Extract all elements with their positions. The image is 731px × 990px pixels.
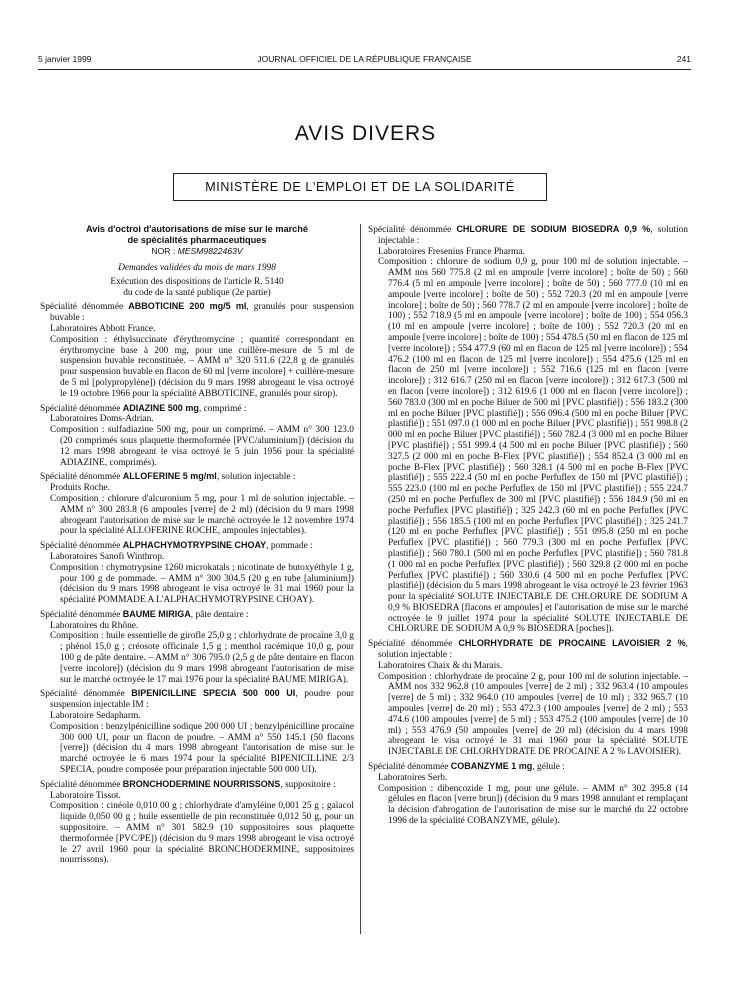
laboratory: Laboratoires Serb. xyxy=(378,772,448,783)
specialty-form: , poudre pour suspension injectable IM : xyxy=(50,689,354,711)
composition: Composition : chlorure d'alcuronium 5 mg, pour 1 ml de solution injectable. – AMM n° 300 283.8 (6 ampoules [verre] de 2 ml) (décision du 9 mars 1998 abrogeant l'autorisation de mise sur le marché octroyée le 12 novembre 1974 pour la spécialité ALLOFERINE ROCHE, ampoules injectables). xyxy=(50,493,354,537)
specialty-prefix: Spécialité dénommée xyxy=(40,541,123,552)
laboratory: Laboratoires Doms-Adrian. xyxy=(50,414,154,425)
specialty-form: , pâte dentaire : xyxy=(190,609,249,620)
composition: Composition : cinéole 0,010 00 g ; chlorhydrate d'amyléine 0,001 25 g ; gaïacol liquide 0,050 00 g ; huile essentielle de pin reconstituée 0,012 50 g, pour un suppositoire. – AMM n° 301 582.9 (10 suppositoires sous plaquette thermoformée [PVC/PE]) (décision du 9 mars 1998 abrogeant le visa octroyé le 27 avril 1960 pour la spécialité BRONCHODERMINE, suppositoires nourrissons). xyxy=(50,801,354,866)
specialty-form: , suppositoire : xyxy=(280,779,336,790)
specialty-name: CHLORURE DE SODIUM BIOSEDRA 0,9 % xyxy=(456,224,651,234)
specialty-prefix: Spécialité dénommée xyxy=(40,609,123,620)
specialty-prefix: Spécialité dénommée xyxy=(40,302,129,313)
specialty-entry xyxy=(368,761,688,827)
specialty-heading xyxy=(40,540,354,552)
specialty-form: , solution injectable : xyxy=(378,639,688,661)
specialty-prefix: Spécialité dénommée xyxy=(40,403,123,414)
specialty-prefix: Spécialité dénommée xyxy=(40,689,132,700)
specialty-prefix: Spécialité dénommée xyxy=(368,225,457,235)
nor-reference: NOR : MESM9822463V xyxy=(151,246,243,257)
specialty-name: BRONCHODERMINE NOURRISSONS xyxy=(122,778,281,789)
laboratory: Laboratoires Abbott France. xyxy=(50,323,156,334)
execution-note: Exécution des dispositions de l'article R. 5140 du code de la santé publique (2e partie) xyxy=(110,276,284,298)
composition: Composition : sulfadiazine 500 mg, pour un comprimé. – AMM n° 300 123.0 (20 comprimés sous plaquette thermoformée [PVC/aluminium]) (décision du 12 mars 1998 abrogeant le visa octroyé le 5 juin 1956 pour la spécialité ADIAZINE, comprimés). xyxy=(50,425,354,468)
specialty-heading xyxy=(40,688,354,711)
specialty-name: ADIAZINE 500 mg xyxy=(122,402,199,413)
specialty-form: , comprimé : xyxy=(198,403,247,414)
laboratory: Produits Roche. xyxy=(50,483,110,494)
laboratory: Laboratoire Tissot. xyxy=(50,790,121,801)
specialty-entry xyxy=(40,609,354,686)
composition: Composition : huile essentielle de girofle 25,0 g ; chlorhydrate de procaïne 3,0 g ; phénol 15,0 g ; créosote officinale 1,5 g ; menthol racémique 10,0 g, pour 100 g de pâte dentaire. – AMM n° 306 795.0 (2,5 g de pâte dentaire en flacon [verre incolore]) (décision du 9 mars 1998 abrogeant l'autorisation de mise sur le marché octroyée le 17 mai 1976 pour la spécialité BAUME MIRIGA). xyxy=(50,631,354,685)
composition: Composition : chlorure de sodium 0,9 g, pour 100 ml de solution injectable. – AMM nos 560 775.8 (2 ml en ampoule [verre incolore] ; boîte de 50) ; 560 776.4 (5 ml en ampoule [verre incolore] ; boîte de 50) ; 560 777.0 (10 ml en ampoule [verre incolore] ; boîte de 50) ; 552 720.3 (20 ml en ampoule [verre incolore] ; boîte de 50) ; 560 778.7 (2 ml en ampoule [verre incolore] ; boîte de 100) ; 552 718.9 (5 ml en ampoule [verre incolore] ; boîte de 100) ; 554 056.3 (10 ml en ampoule [verre incolore] ; boîte de 100) ; 552 720.3 (20 ml en ampoule [verre incolore] ; boîte de 100) ; 554 478.5 (50 ml en flacon de 125 ml [verre incolore]) ; 554 477.9 (60 ml en flacon de 125 ml [verre incolore]) ; 554 476.2 (100 ml en flacon de 125 ml [verre incolore]) ; 554 475.6 (125 ml en flacon de 250 ml [verre incolore]) ; 552 716.6 (125 ml en flacon [verre incolore]) ; 312 616.7 (250 ml en flacon [verre incolore]) ; 312 617.3 (500 ml en flacon [verre incolore]) ; 312 619.6 (1 000 ml en flacon [verre incolore]) ; 560 783.0 (300 ml en poche Biluer de 500 ml [PVC plastifié]) ; 556 183.2 (300 ml en poche Biluer [PVC plastifié]) ; 556 096.4 (500 ml en poche Biluer [PVC plastifié]) ; 551 097.0 (1 000 ml en poche Biluer [PVC plastifié]) ; 551 998.8 (2 000 ml en poche Biluer [PVC plastifié]) ; 560 782.4 (3 000 ml en poche Biluer [PVC plastifié]) ; 551 999.4 (4 500 ml en poche Biluer [PVC plastifié]) ; 560 327.5 (2 000 ml en poche B-Flex [PVC plastifié]) ; 554 852.4 (3 000 ml en poche B-Flex [PVC plastifié]) ; 560 328.1 (4 500 ml en poche B-Flex [PVC plastifié]) ; 555 222.4 (50 ml en poche Perfuflex de 150 ml [PVC plastifié]) ; 555 223.0 (100 ml en poche Perfuflex de 150 ml [PVC plastifié]) ; 555 224.7 (250 ml en poche Perfuflex de 300 ml [PVC plastifié]) ; 556 184.9 (50 ml en poche Perfuflex [PVC plastifié]) ; 325 242.3 (60 ml en poche Perfuflex [PVC plastifié]) ; 556 185.5 (100 ml en poche Perfuflex [PVC plastifié]) ; 325 241.7 (120 ml en poche Perfuflex [PVC plastifié]) ; 551 095.8 (250 ml en poche Perfuflex [PVC plastifié]) ; 560 779.3 (300 ml en poche Perfuflex [PVC plastifié]) ; 560 780.1 (500 ml en poche Perfuflex [PVC plastifié]) ; 560 781.8 (1 000 ml en poche Perfuflex [PVC plastifié]) ; 560 329.8 (2 000 ml en poche Perfuflex [PVC plastifié]) ; 560 330.6 (4 500 ml en poche Perfuflex [PVC plastifié]) (décision du 5 mars 1998 abrogeant le visa octroyé le 23 février 1963 pour la spécialité SOLUTE INJECTABLE DE CHLORURE DE SODIUM A 0,9 % BIOSEDRA [flacons et ampoules] et l'autorisation de mise sur le marché octroyée le 9 juillet 1974 pour la spécialité SOLUTE INJECTABLE DE CHLORURE DE SODIUM A 0,9 % BIOSEDRA [poches]). xyxy=(378,257,688,635)
left-entries xyxy=(40,301,354,866)
composition: Composition : chlorhydrate de procaïne 2 g, pour 100 ml de solution injectable. – AMM nos 332 962.8 (10 ampoules [verre] de 2 ml) ; 332 963.4 (10 ampoules [verre] de 5 ml) ; 332 964.0 (10 ampoules [verre] de 10 ml) ; 332 965.7 (10 ampoules [verre] de 20 ml) ; 553 472.3 (100 ampoules [verre] de 2 ml) ; 553 474.6 (100 ampoules [verre] de 5 ml) ; 553 475.2 (100 ampoules [verre] de 10 ml) ; 553 476.9 (50 ampoules [verre] de 20 ml) (décision du 4 mars 1998 abrogeant le visa octroyé le 31 mai 1960 pour la spécialité SOLUTE INJECTABLE DE CHLORHYDRATE DE PROCAINE A 2 % LAVOISIER). xyxy=(378,671,688,758)
specialty-name: ALLOFERINE 5 mg/ml xyxy=(122,471,217,482)
specialty-name: ABBOTICINE 200 mg/5 ml xyxy=(128,301,247,312)
specialty-heading xyxy=(368,638,688,661)
specialty-heading xyxy=(40,301,354,324)
column-divider xyxy=(360,224,361,934)
laboratory: Laboratoires Fresenius France Pharma. xyxy=(378,246,525,257)
specialty-prefix: Spécialité dénommée xyxy=(40,472,123,483)
notice-title: Avis d'octroi d'autorisations de mise sur le marché de spécialités pharmaceutiques xyxy=(85,224,309,245)
composition: Composition : chymotrypsine 1260 microkatals ; nicotinate de butoxyéthyle 1 g, pour 100 g de pommade. – AMM n° 300 304.5 (20 g en tube [aluminium]) (décision du 9 mars 1998 abrogeant le visa octroyé le 31 mai 1960 pour la spécialité POMMADE A L'ALPHACHYMOTRYPSINE CHOAY). xyxy=(50,562,354,606)
specialty-name: BIPENICILLINE SPECIA 500 000 UI xyxy=(131,688,296,699)
specialty-heading xyxy=(40,403,354,415)
specialty-form: , granulés pour suspension buvable : xyxy=(50,302,354,324)
specialty-entry xyxy=(40,301,354,399)
dates-line: Demandes validées du mois de mars 1998 xyxy=(118,262,276,273)
page-number: 241 xyxy=(676,54,691,64)
laboratory: Laboratoires du Rhône. xyxy=(50,620,139,631)
laboratory: Laboratoire Sedapharm. xyxy=(50,711,141,722)
ministry-box: MINISTÈRE DE L'EMPLOI ET DE LA SOLIDARITÉ xyxy=(173,173,547,201)
right-column xyxy=(368,224,688,830)
journal-title: JOURNAL OFFICIEL DE LA RÉPUBLIQUE FRANÇAISE xyxy=(257,54,472,64)
specialty-heading xyxy=(40,471,354,483)
specialty-entry xyxy=(40,471,354,537)
specialty-form: , solution injectable : xyxy=(216,472,296,483)
specialty-heading xyxy=(40,609,354,621)
page-header xyxy=(38,54,691,68)
specialty-name: ALPHACHYMOTRYPSINE CHOAY xyxy=(122,540,267,551)
specialty-prefix: Spécialité dénommée xyxy=(40,779,123,790)
specialty-heading xyxy=(368,761,688,773)
specialty-form: , pommade : xyxy=(266,541,313,552)
specialty-entry xyxy=(368,638,688,758)
specialty-form: , gélule : xyxy=(532,762,565,773)
laboratory: Laboratoires Chaix & du Marais. xyxy=(378,660,503,671)
composition: Composition : éthylsuccinate d'érythromycine ; quantité correspondant en érythromycine base à 200 mg, pour une cuillère-mesure de 5 ml de suspension buvable reconstituée. – AMM n° 320 511.6 (22,8 g de granulés pour suspension buvable en flacon de 60 ml [verre incolore] + cuillère-mesure de 5 ml [polypropylène]) (décision du 9 mars 1998 abrogeant le visa octroyé le 19 octobre 1966 pour la spécialité ABBOTICINE, granulés pour sirop). xyxy=(50,334,354,399)
issue-date: 5 janvier 1999 xyxy=(38,54,92,64)
specialty-name: BAUME MIRIGA xyxy=(122,608,191,619)
specialty-prefix: Spécialité dénommée xyxy=(368,762,451,773)
left-column xyxy=(40,224,354,869)
specialty-entry xyxy=(40,403,354,469)
header-rule xyxy=(38,69,691,70)
composition: Composition : dibencozide 1 mg, pour une gélule. – AMM n° 302 395.8 (14 gélules en flacon [verre brun]) (décision du 9 mars 1998 annulant et remplaçant la décision d'abrogation de l'autorisation de mise sur le marché du 22 octobre 1996 de la spécialité COBANZYME, gélule). xyxy=(378,783,688,827)
specialty-heading xyxy=(368,224,688,247)
specialty-form: , solution injectable : xyxy=(378,225,688,246)
specialty-heading xyxy=(40,779,354,791)
section-title: AVIS DIVERS xyxy=(294,122,437,145)
specialty-entry xyxy=(40,688,354,775)
laboratory: Laboratoires Sanofi Winthrop. xyxy=(50,551,165,562)
specialty-name: COBANZYME 1 mg xyxy=(450,761,533,772)
specialty-entry xyxy=(40,779,354,866)
right-entries xyxy=(368,224,688,827)
specialty-prefix: Spécialité dénommée xyxy=(368,639,459,650)
specialty-name: CHLORHYDRATE DE PROCAINE LAVOISIER 2 % xyxy=(458,638,686,649)
composition: Composition : benzylpénicilline sodique 200 000 UI ; benzylpénicilline procaïne 300 000 UI, pour un flacon de poudre. – AMM n° 550 145.1 (50 flacons [verre]) (décision du 4 mars 1998 abrogeant l'autorisation de mise sur le marché octroyée le 6 mars 1974 pour la spécialité BIPENICILLINE 2/3 SPECIA, poudre composée pour préparation injectable 500 000 UI). xyxy=(50,721,354,776)
specialty-entry xyxy=(40,540,354,606)
specialty-entry xyxy=(368,224,688,635)
